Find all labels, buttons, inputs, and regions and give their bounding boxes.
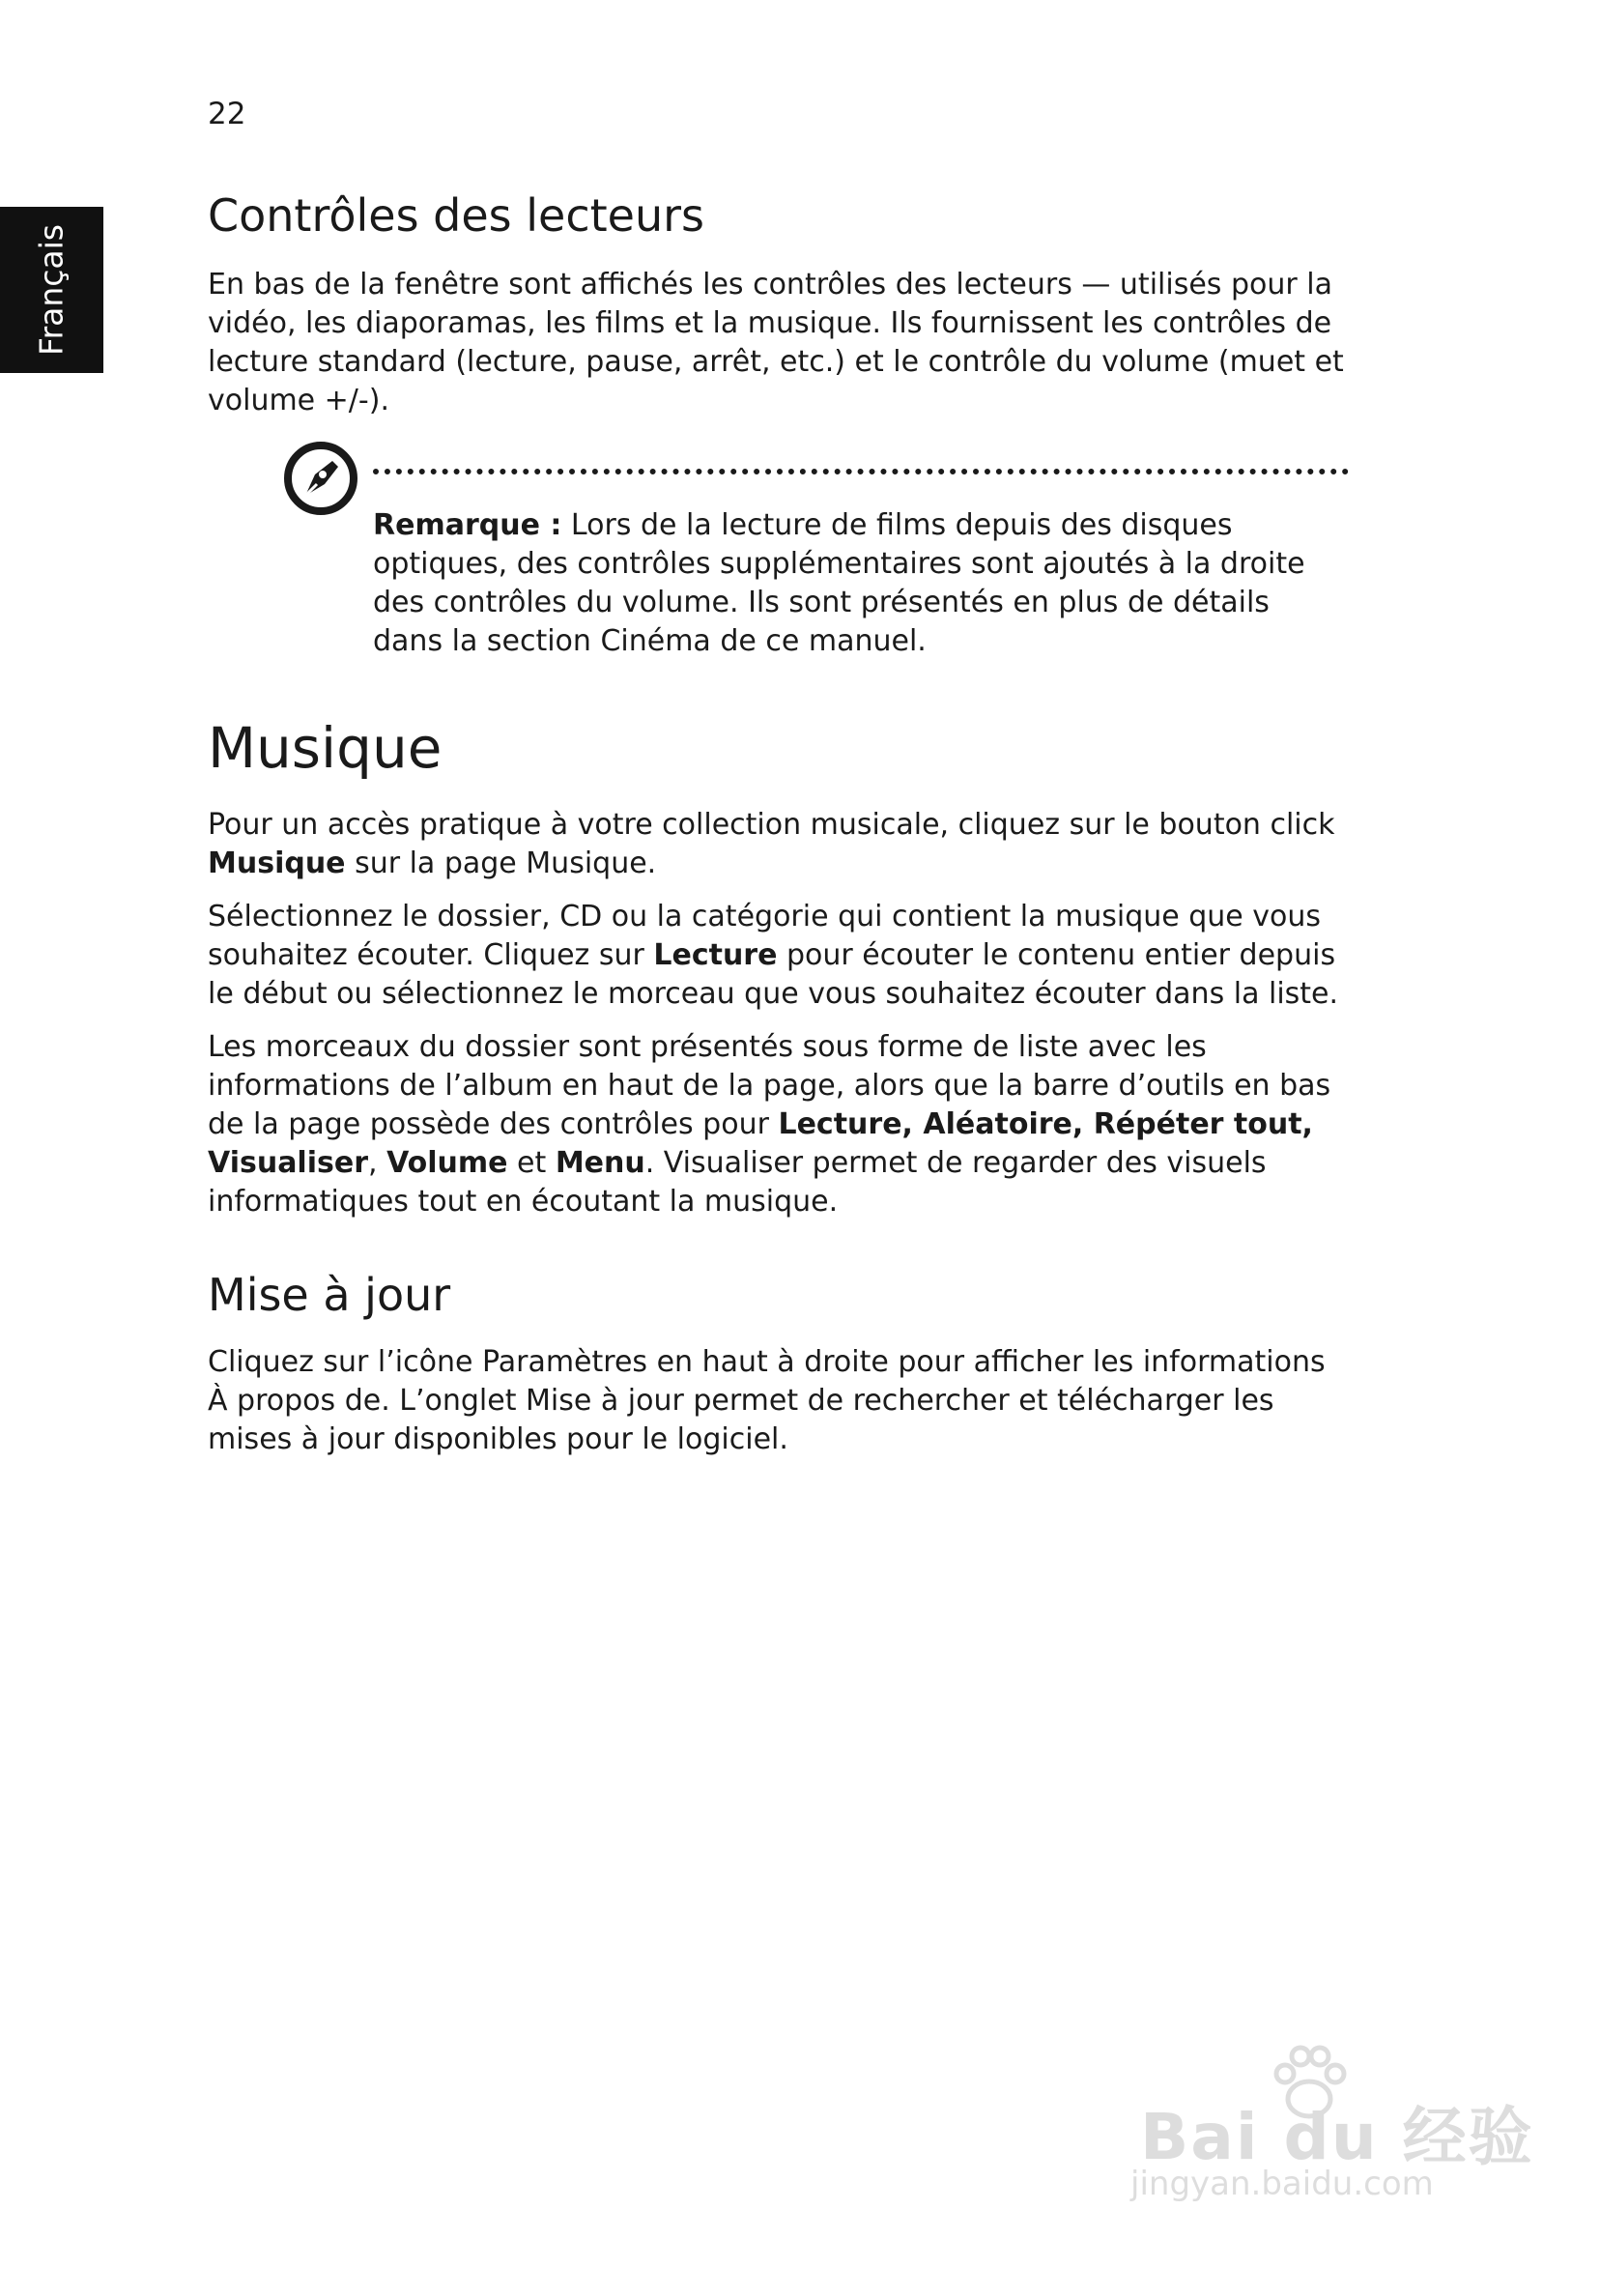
section-music-body — [208, 806, 1348, 1221]
text-run: Sélectionnez le dossier, CD ou la catégorie qui contient la musique que vous souhaitez écouter. Cliquez sur — [208, 900, 1322, 972]
bold-run: Menu — [555, 1146, 645, 1180]
section-title-player-controls: Contrôles des lecteurs — [208, 189, 704, 242]
watermark-url: jingyan.baidu.com — [1130, 2165, 1434, 2203]
note-label: Remarque : — [373, 508, 562, 542]
note-text — [373, 506, 1339, 661]
text-run: et — [507, 1146, 556, 1180]
text-run: pour écouter le contenu entier depuis le début ou sélectionnez le morceau que vous souhaitez écouter dans la liste. — [208, 938, 1339, 1011]
paragraph-music-3 — [208, 1028, 1348, 1221]
section-music — [208, 715, 1348, 783]
bold-run: Musique — [208, 847, 346, 880]
bold-run: Lecture, Aléatoire, Répéter tout, Visualiser — [208, 1107, 1313, 1180]
bold-run: Volume — [386, 1146, 508, 1180]
section-title-music: Musique — [208, 715, 443, 781]
bold-run: Lecture — [653, 938, 778, 972]
paragraph-music-1 — [208, 806, 1348, 883]
text-run: , — [368, 1146, 387, 1180]
section-update — [208, 1269, 1348, 1322]
paragraph-music-2 — [208, 898, 1348, 1014]
section-player-controls-body — [208, 266, 1348, 420]
section-update-body — [208, 1343, 1348, 1459]
text-run: Pour un accès pratique à votre collection musicale, cliquez sur le bouton click — [208, 808, 1335, 842]
note-pen-icon — [282, 440, 359, 517]
page-number: 22 — [208, 97, 246, 131]
paragraph-player-controls: En bas de la fenêtre sont affichés les contrôles des lecteurs — utilisés pour la vidéo, les diaporamas, les films et la musique. Ils fournissent les contrôles de lecture standard (lecture, pause, arrêt, etc.) et le contrôle du volume (muet et volume +/-). — [208, 268, 1344, 417]
note-body: Lors de la lecture de films depuis des disques optiques, des contrôles supplémentaires sont ajoutés à la droite des contrôles du volume. Ils sont présentés en plus de détails dans la section Cinéma de ce manuel. — [373, 508, 1305, 658]
section-player-controls — [208, 189, 1348, 243]
text-run: Les morceaux du dossier sont présentés sous forme de liste avec les informations de l’album en haut de la page, alors que la barre d’outils en bas de la page possède des contrôles pour — [208, 1030, 1331, 1141]
text-run: sur la page Musique. — [345, 847, 657, 880]
section-title-update: Mise à jour — [208, 1269, 451, 1321]
note-divider — [373, 469, 1349, 474]
language-tab-label: Français — [32, 223, 71, 357]
paragraph-update: Cliquez sur l’icône Paramètres en haut à droite pour afficher les informations À propos de. L’onglet Mise à jour permet de rechercher et télécharger les mises à jour disponibles pour le logiciel. — [208, 1345, 1326, 1456]
watermark-name: Bai du 经验 — [1140, 2100, 1534, 2174]
language-tab — [0, 207, 103, 373]
watermark — [1121, 2039, 1534, 2213]
text-run: . Visualiser permet de regarder des visuels informatiques tout en écoutant la musique. — [208, 1146, 1267, 1219]
